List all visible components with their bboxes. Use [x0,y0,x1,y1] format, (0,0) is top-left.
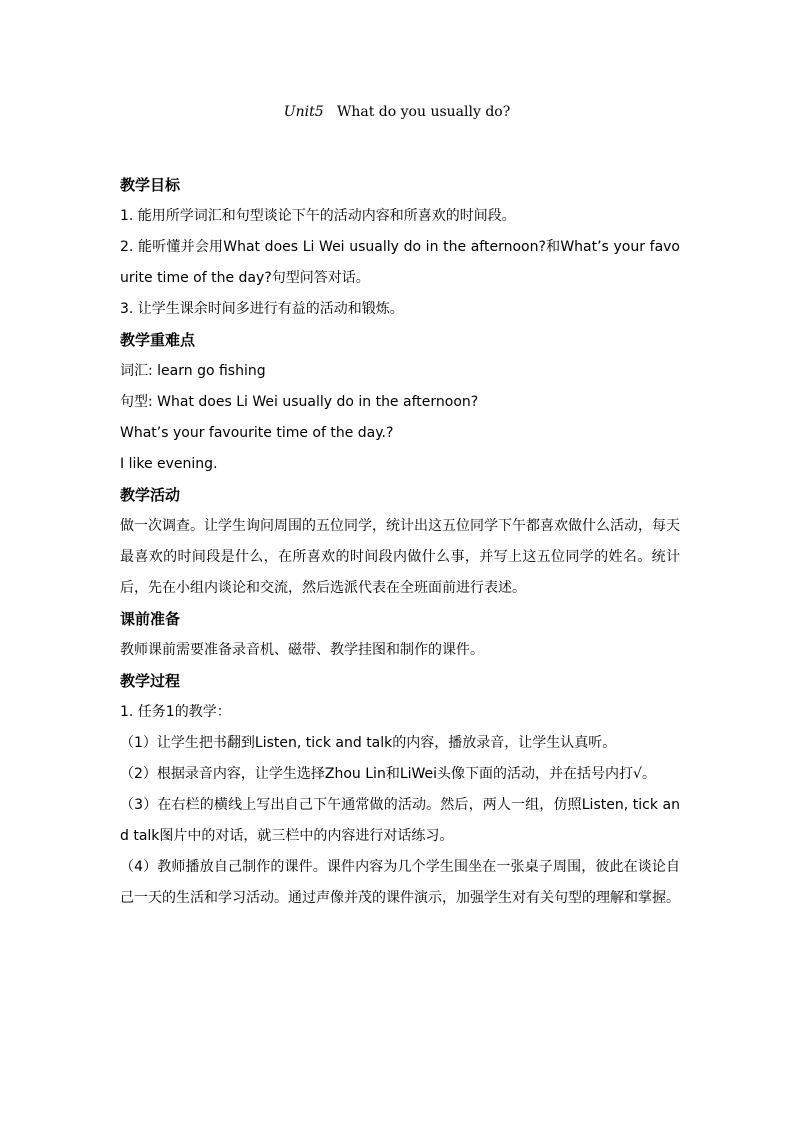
heading-objectives: 教学目标 [120,176,181,194]
objective-item-1: 1. 能用所学词汇和句型谈论下午的活动内容和所喜欢的时间段。 [120,208,516,224]
process-step-2: （2）根据录音内容，让学生选择Zhou Lin和LiWei头像下面的活动，并在括号内打√。 [120,766,656,782]
heading-process: 教学过程 [120,672,181,690]
key-point-sentence-1: 句型: What does Li Wei usually do in the afternoon? [120,394,479,410]
title-text: What do you usually do? [336,104,511,120]
process-step-1: （1）让学生把书翻到Listen, tick and talk的内容，播放录音，让学生认真听。 [120,735,617,751]
heading-preparation: 课前准备 [120,610,181,628]
document-body [120,170,680,914]
heading-activity: 教学活动 [120,486,181,504]
key-point-vocab: 词汇: learn go fishing [120,363,266,379]
document-title [120,101,674,123]
activity-text: 做一次调查。让学生询问周围的五位同学，统计出这五位同学下午都喜欢做什么活动，每天最喜欢的时间段是什么，在所喜欢的时间段内做什么事，并写上这五位同学的姓名。统计后，先在小组内谈论和交流，然后选派代表在全班面前进行表述。 [120,518,680,596]
title-unit: Unit5 [283,104,324,120]
process-step-4: （4）教师播放自己制作的课件。课件内容为几个学生围坐在一张桌子周围，彼此在谈论自己一天的生活和学习活动。通过声像并茂的课件演示，加强学生对有关句型的理解和掌握。 [120,859,680,906]
objective-item-3: 3. 让学生课余时间多进行有益的活动和锻炼。 [120,301,404,317]
process-step-3: （3）在右栏的横线上写出自己下午通常做的活动。然后，两人一组，仿照Listen, tick and talk图片中的对话，就三栏中的内容进行对话练习。 [120,797,680,844]
key-point-sentence-3: I like evening. [120,456,218,472]
heading-key-points: 教学重难点 [120,331,196,349]
objective-item-2: 2. 能听懂并会用What does Li Wei usually do in the afternoon?和What’s your favourite time of the day?句型问答对话。 [120,239,680,286]
preparation-text: 教师课前需要准备录音机、磁带、教学挂图和制作的课件。 [120,642,484,658]
key-point-sentence-2: What’s your favourite time of the day.? [120,425,394,441]
process-item-task1: 1. 任务1的教学： [120,704,231,720]
